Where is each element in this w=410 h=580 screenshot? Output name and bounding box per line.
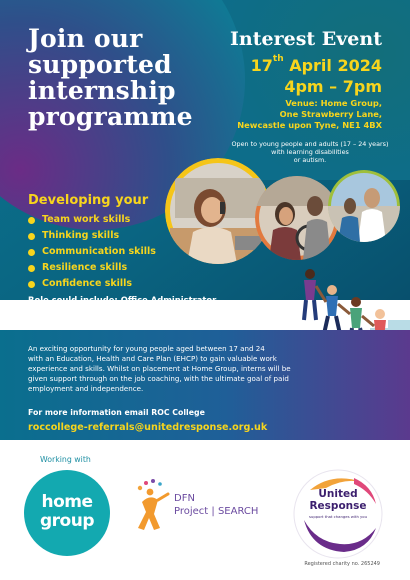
- dfn-wordmark: [174, 492, 258, 518]
- united-response-tagline: support that changes with you: [308, 514, 368, 519]
- eligibility-line: with learning disabilities: [271, 148, 349, 156]
- photo-wheelchair-user: [255, 176, 339, 260]
- list-item: [28, 276, 156, 292]
- eligibility-text: [230, 140, 390, 164]
- photo-office-team: [328, 170, 400, 242]
- info-line: with an Education, Health and Care Plan (EHCP) to gain valuable work: [28, 354, 277, 363]
- skill-label: Communication skills: [42, 246, 156, 257]
- eligibility-line: or autism.: [293, 156, 327, 164]
- event-date: [207, 56, 382, 75]
- bullet-dot-icon: [28, 233, 35, 240]
- programme-title: Join our supported internship programme: [28, 24, 193, 131]
- contact-label: For more information email ROC College: [28, 408, 205, 417]
- venue-line: Newcastle upon Tyne, NE1 4BX: [237, 120, 382, 130]
- bullet-dot-icon: [28, 281, 35, 288]
- working-with-label: Working with: [40, 455, 91, 464]
- list-item: [28, 228, 156, 244]
- info-band: [0, 330, 410, 440]
- contact-email-link[interactable]: roccollege-referrals@unitedresponse.org.uk: [28, 422, 268, 433]
- eligibility-line: Open to young people and adults (17 – 24 years): [231, 140, 389, 148]
- list-item: [28, 212, 156, 228]
- venue: [207, 98, 382, 131]
- list-item: [28, 244, 156, 260]
- bullet-dot-icon: [28, 217, 35, 224]
- info-paragraph: [28, 344, 328, 394]
- bullet-dot-icon: [28, 265, 35, 272]
- dfn-name: DFN: [174, 493, 195, 504]
- skills-heading: Developing your: [28, 193, 149, 208]
- skill-label: Team work skills: [42, 214, 131, 225]
- info-line: given support through on the job coaching, with the ultimate goal of paid: [28, 374, 289, 383]
- united-response-logo: [292, 468, 384, 560]
- home-group-word: group: [39, 511, 94, 531]
- role-text: [28, 294, 288, 318]
- dfn-project-search-logo: [134, 478, 274, 538]
- venue-line: One Strawberry Lane,: [279, 109, 382, 119]
- skill-label: Resilience skills: [42, 262, 128, 273]
- bullet-dot-icon: [28, 249, 35, 256]
- skill-label: Confidence skills: [42, 278, 133, 289]
- skills-list: [28, 212, 156, 292]
- charity-number: Registered charity no. 265249: [304, 561, 380, 567]
- home-group-word: home: [41, 492, 93, 512]
- role-line: Role could include: Office Administrator,: [28, 295, 219, 305]
- venue-line: Venue: Home Group,: [285, 98, 382, 108]
- ur-word: Response: [309, 499, 367, 512]
- info-line: employment and independence.: [28, 384, 144, 393]
- skill-label: Thinking skills: [42, 230, 120, 241]
- list-item: [28, 260, 156, 276]
- date-suffix: th: [272, 54, 284, 64]
- date-rest: April 2024: [283, 56, 382, 75]
- role-line: Front of House/Host and Facilities Assistant: [28, 307, 235, 317]
- united-response-wordmark: [292, 489, 384, 512]
- home-group-logo: [24, 470, 110, 556]
- date-day: 17: [250, 56, 273, 75]
- ur-word: United: [318, 488, 358, 500]
- info-line: experience and skills. Whilst on placement at Home Group, interns will be: [28, 364, 291, 373]
- dfn-figure-icon: [134, 478, 174, 534]
- event-time: 4pm – 7pm: [284, 77, 382, 96]
- event-title: Interest Event: [230, 28, 382, 50]
- project-search-name: Project | SEARCH: [174, 506, 259, 517]
- info-line: An exciting opportunity for young people aged between 17 and 24: [28, 344, 265, 353]
